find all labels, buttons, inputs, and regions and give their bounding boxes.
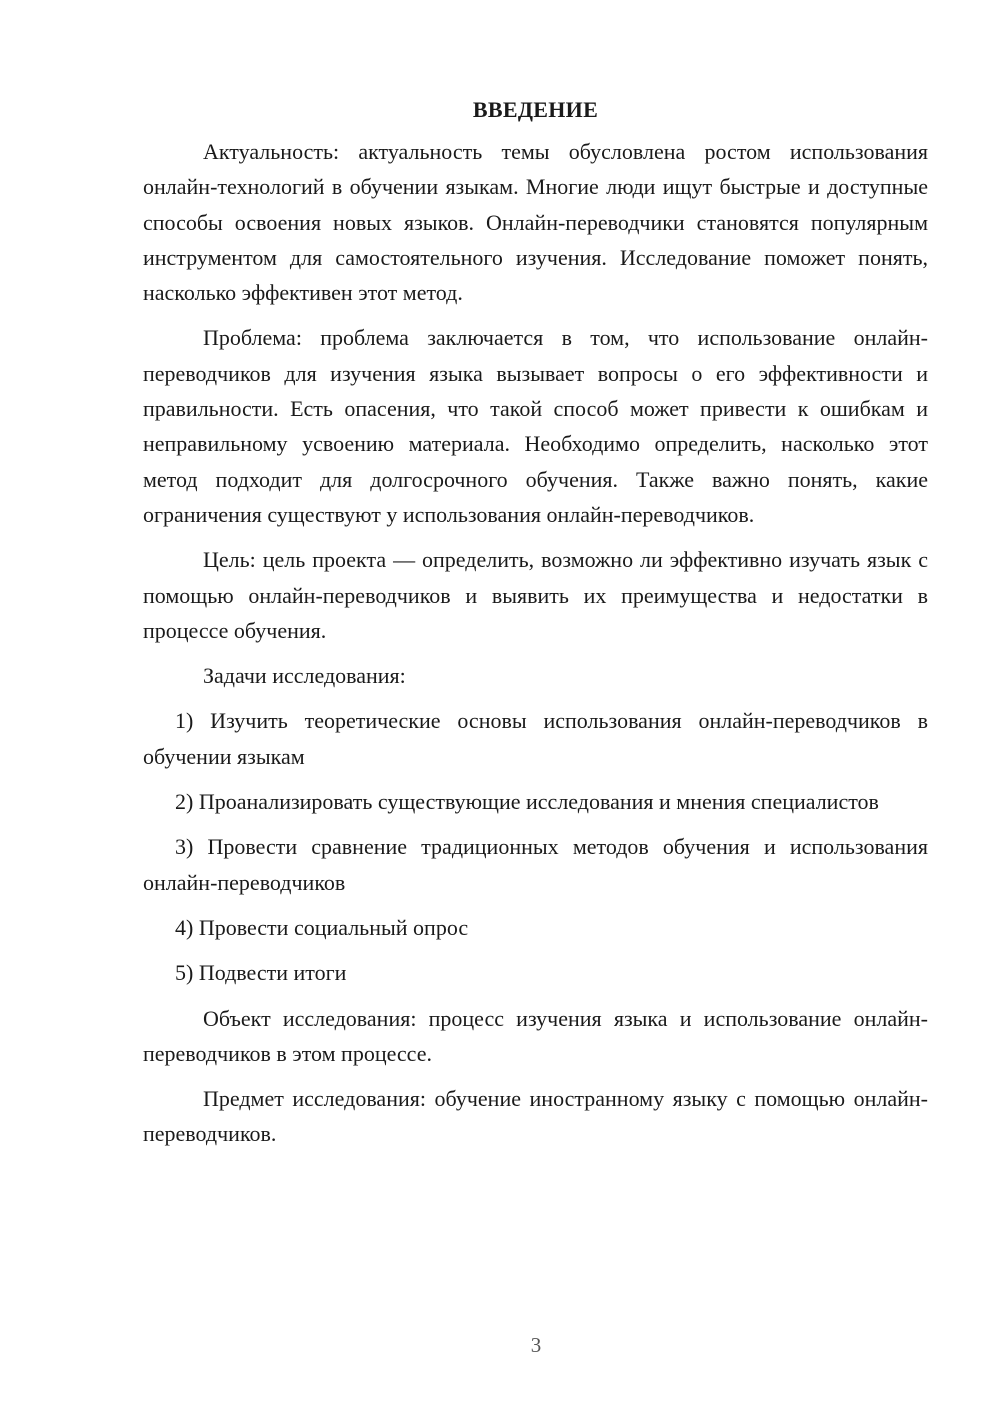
paragraph-relevance: Актуальность: актуальность темы обусловлена ростом использования онлайн-технологий в обучении языкам. Многие люди ищут быстрые и доступные способы освоения новых языков. Онлайн-переводчики становятся популярным инструментом для самостоятельного изучения. Исследование поможет понять, насколько эффективен этот метод. — [143, 139, 928, 306]
tasks-heading: Задачи исследования: — [203, 663, 406, 689]
task-item-1: 1) Изучить теоретические основы использования онлайн-переводчиков в обучении языкам — [143, 708, 928, 769]
paragraph-object: Объект исследования: процесс изучения языка и использование онлайн-переводчиков в этом процессе. — [143, 1005, 928, 1066]
paragraph-goal: Цель: цель проекта — определить, возможно ли эффективно изучать язык с помощью онлайн-переводчиков и выявить их преимущества и недостатки в процессе обучения. — [143, 547, 928, 643]
paragraph-subject: Предмет исследования: обучение иностранному языку с помощью онлайн-переводчиков. — [143, 1086, 928, 1147]
paragraph-problem: Проблема: проблема заключается в том, что использование онлайн-переводчиков для изучения языка вызывает вопросы о его эффективности и правильности. Есть опасения, что такой способ может привести к ошибкам и неправильному усвоению материала. Необходимо определить, насколько этот метод подходит для долгосрочного обучения. Также важно понять, какие ограничения существуют у использования онлайн-переводчиков. — [143, 325, 928, 527]
page-number: 3 — [530, 1333, 542, 1357]
document-page — [143, 92, 928, 1162]
section-title: ВВЕДЕНИЕ — [472, 97, 599, 122]
task-item-5: 5) Подвести итоги — [175, 960, 347, 986]
task-item-4: 4) Провести социальный опрос — [175, 914, 469, 940]
task-item-2: 2) Проанализировать существующие исследования и мнения специалистов — [175, 789, 879, 815]
task-item-3: 3) Провести сравнение традиционных методов обучения и использования онлайн-переводчиков — [143, 834, 928, 895]
